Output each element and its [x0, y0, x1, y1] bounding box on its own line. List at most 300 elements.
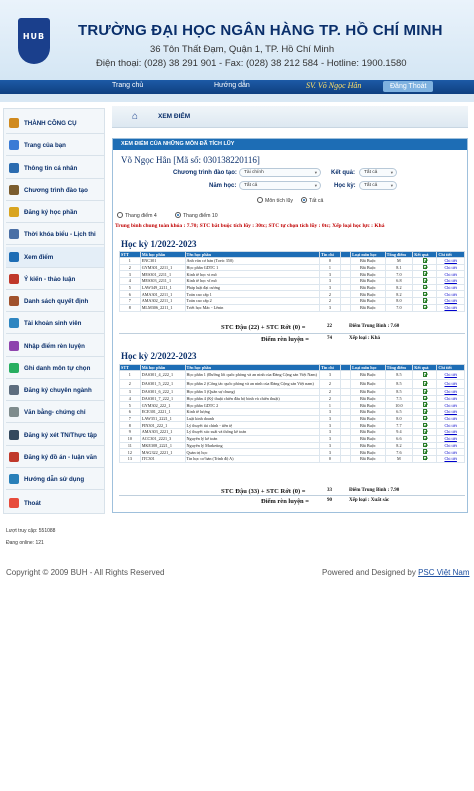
column-header[interactable]: STT — [120, 365, 141, 371]
comment-icon — [9, 274, 19, 284]
account-icon — [9, 318, 19, 328]
sidebar-item[interactable] — [6, 113, 104, 134]
table-cell: 10 — [120, 435, 141, 442]
table-cell — [340, 422, 350, 429]
table-cell: 4 — [120, 395, 141, 402]
table-cell: 8.5 — [385, 380, 413, 389]
table-cell: ECE301_2221_1 — [140, 409, 185, 416]
breadcrumb — [112, 106, 468, 128]
table-cell: 3 — [320, 449, 341, 456]
table-cell: 10.0 — [385, 402, 413, 409]
powered-by — [322, 568, 470, 577]
table-cell: AMA302_2211_1 — [140, 298, 185, 305]
student-name-label: SV. Võ Ngọc Hân — [306, 81, 362, 90]
credits-summary-value: 22 — [327, 324, 332, 329]
radio-dot — [301, 197, 307, 203]
graduation-icon — [9, 430, 19, 440]
table-cell: Triết học Mác - Lênin — [185, 304, 320, 311]
sidebar-item[interactable] — [6, 291, 104, 312]
psc-link[interactable]: PSC Việt Nam — [418, 568, 470, 577]
checkmark-icon — [423, 423, 428, 428]
detail-link[interactable]: Chi tiết — [437, 389, 465, 396]
semester-average: Điểm Trung Bình : 7.90 — [349, 488, 400, 493]
student-info: Võ Ngọc Hân [Mã số: 030138220116] — [121, 155, 260, 165]
table-cell — [340, 395, 350, 402]
document-icon — [9, 452, 19, 462]
sidebar-item[interactable] — [6, 180, 104, 201]
table-cell: Bắt Buộc — [351, 455, 386, 462]
table-cell — [340, 429, 350, 436]
sidebar-item[interactable] — [6, 135, 104, 156]
table-cell: 7.0 — [385, 271, 413, 278]
table-cell: 8.5 — [385, 389, 413, 396]
university-name: TRƯỜNG ĐẠI HỌC NGÂN HÀNG TP. HỒ CHÍ MINH — [78, 22, 443, 39]
list-icon — [9, 296, 19, 306]
detail-link[interactable]: Chi tiết — [437, 422, 465, 429]
radio-scale-4[interactable] — [117, 212, 157, 219]
checkmark-icon — [423, 305, 428, 310]
table-row — [120, 264, 465, 271]
sidebar-item[interactable] — [6, 425, 104, 446]
checkmark-icon — [423, 429, 428, 434]
table-cell: 7.5 — [385, 395, 413, 402]
table-cell: Quản trị học — [185, 449, 320, 456]
detail-link[interactable]: Chi tiết — [437, 449, 465, 456]
table-cell: 7 — [120, 298, 141, 305]
table-cell: Nguyên lý kế toán — [185, 435, 320, 442]
sidebar-item[interactable] — [6, 402, 104, 423]
column-header[interactable]: STT — [120, 252, 141, 258]
detail-link[interactable]: Chi tiết — [437, 298, 465, 305]
detail-link[interactable]: Chi tiết — [437, 271, 465, 278]
sidebar-item-label: Nhập điểm rèn luyện — [24, 343, 85, 350]
detail-link[interactable]: Chi tiết — [437, 429, 465, 436]
table-cell: Tin học cơ bản (Trình độ A) — [185, 455, 320, 462]
sidebar-item-label: Xem điểm — [24, 254, 54, 261]
user-icon — [9, 163, 19, 173]
conduct-score-label: Điểm rèn luyện = — [261, 336, 309, 343]
table-cell: 3 — [320, 422, 341, 429]
site-footer — [0, 563, 474, 583]
checkmark-icon — [423, 402, 428, 407]
table-cell: 7.7 — [385, 422, 413, 429]
table-cell: Bắt Buộc — [351, 429, 386, 436]
table-cell: Bắt Buộc — [351, 409, 386, 416]
radio-all-label: Tất cả — [309, 198, 324, 204]
table-cell: LAW351_2221_1 — [140, 415, 185, 422]
radio-scale-10[interactable] — [175, 212, 218, 219]
visits-counter-label: Lượt truy cập: — [6, 528, 38, 534]
sidebar-item-label: Văn bằng- chứng chỉ — [24, 409, 86, 416]
column-header[interactable]: Kết quả — [413, 365, 437, 371]
table-cell: Bắt Buộc — [351, 271, 386, 278]
checkmark-icon — [423, 456, 428, 461]
checkmark-icon — [423, 409, 428, 414]
sidebar-item-label: Ý kiến - thảo luận — [24, 276, 76, 283]
radio-accumulated[interactable] — [257, 197, 293, 204]
table-cell: 8.2 — [385, 284, 413, 291]
table-cell: Toán cao cấp 2 — [185, 298, 320, 305]
detail-link[interactable]: Chi tiết — [437, 415, 465, 422]
table-cell: 1 — [120, 258, 141, 265]
table-cell: Học phần 4 (Kỹ thuật chiến đấu bộ binh và chiến thuật) — [185, 395, 320, 402]
top-menu — [0, 80, 474, 94]
table-cell: ITC301 — [140, 455, 185, 462]
table-cell: 3 — [320, 435, 341, 442]
result-cell — [413, 271, 437, 278]
radio-accumulated-label: Môn tích lũy — [265, 198, 293, 204]
detail-link[interactable]: Chi tiết — [437, 304, 465, 311]
sidebar-item[interactable] — [6, 269, 104, 290]
table-cell: M — [385, 258, 413, 265]
table-cell: Bắt Buộc — [351, 298, 386, 305]
detail-link[interactable]: Chi tiết — [437, 395, 465, 402]
column-header[interactable]: Chi tiết — [437, 365, 465, 371]
radio-all[interactable] — [301, 197, 323, 204]
sidebar-item-label: Đăng ký đồ án - luận văn — [24, 454, 97, 461]
table-cell — [340, 442, 350, 449]
year-select-value: Tất cả — [244, 183, 258, 188]
university-logo[interactable] — [18, 18, 50, 64]
detail-link[interactable]: Chi tiết — [437, 278, 465, 285]
result-cell — [413, 435, 437, 442]
table-cell: DAS301_5_222_1 — [140, 380, 185, 389]
result-cell — [413, 284, 437, 291]
checkmark-icon — [423, 381, 428, 386]
table-cell: M — [385, 455, 413, 462]
table-cell: 5 — [120, 402, 141, 409]
table-cell: 2 — [320, 298, 341, 305]
result-cell — [413, 258, 437, 265]
column-header[interactable]: Mã học phần — [140, 365, 185, 371]
table-row — [120, 402, 465, 409]
table-cell: GYM302_222_1 — [140, 402, 185, 409]
table-row — [120, 395, 465, 402]
credits-summary-value: 33 — [327, 488, 332, 493]
table-row — [120, 271, 465, 278]
table-cell — [340, 455, 350, 462]
table-cell: 3 — [320, 415, 341, 422]
table-cell: 8.0 — [385, 415, 413, 422]
table-row — [120, 284, 465, 291]
table-cell: 2 — [320, 395, 341, 402]
table-cell: 1 — [320, 402, 341, 409]
sidebar-item-label: THÀNH CÔNG CỤ — [24, 120, 77, 127]
column-header[interactable]: Tên học phần — [185, 365, 320, 371]
result-cell — [413, 395, 437, 402]
result-cell — [413, 278, 437, 285]
table-cell: 8.1 — [385, 264, 413, 271]
result-cell — [413, 402, 437, 409]
result-cell — [413, 455, 437, 462]
sidebar-item[interactable] — [6, 358, 104, 379]
table-cell: Bắt Buộc — [351, 284, 386, 291]
table-cell: 7.0 — [385, 304, 413, 311]
program-label: Chương trình đào tạo: — [173, 170, 237, 176]
table-cell: 3 — [320, 271, 341, 278]
table-cell: ACC301_2221_3 — [140, 435, 185, 442]
sidebar-item-label: Thời khóa biểu - Lịch thi — [24, 231, 96, 238]
checkmark-icon — [423, 298, 428, 303]
semester-title: Học kỳ 2/2022-2023 — [121, 351, 197, 361]
copyright-text: Copyright © 2009 BUH - All Rights Reserved — [6, 568, 165, 577]
table-cell: Bắt Buộc — [351, 449, 386, 456]
table-cell: Bắt Buộc — [351, 304, 386, 311]
detail-link[interactable]: Chi tiết — [437, 258, 465, 265]
column-header[interactable]: Mã học phần — [140, 252, 185, 258]
table-cell: FIN301_222_1 — [140, 422, 185, 429]
table-cell: Bắt Buộc — [351, 291, 386, 298]
table-cell: 13 — [120, 455, 141, 462]
column-header[interactable]: Tín chỉ — [320, 252, 341, 258]
table-cell: 2 — [120, 264, 141, 271]
table-cell: Bắt Buộc — [351, 435, 386, 442]
table-row — [120, 389, 465, 396]
radio-dot — [257, 197, 263, 203]
table-row — [120, 371, 465, 380]
table-cell: MLM306_2211_1 — [140, 304, 185, 311]
exit-icon — [9, 498, 19, 508]
chevron-down-icon: ▾ — [390, 170, 393, 175]
edit-icon — [9, 341, 19, 351]
table-cell: 3 — [320, 278, 341, 285]
semester-rank: Xếp loại : Khá — [349, 336, 380, 341]
column-header[interactable]: Tổng điểm — [385, 365, 413, 371]
calendar-icon — [9, 229, 19, 239]
table-cell: 3 — [320, 371, 341, 380]
checkmark-icon — [423, 285, 428, 290]
sidebar-item[interactable] — [6, 469, 104, 490]
semester-select-value: Tất cả — [364, 183, 378, 188]
table-cell — [340, 402, 350, 409]
detail-link[interactable]: Chi tiết — [437, 409, 465, 416]
sidebar-item-label: Chương trình đào tạo — [24, 187, 88, 194]
sidebar-item[interactable] — [6, 202, 104, 223]
sidebar-item-label: Tài khoản sinh viên — [24, 320, 82, 327]
result-cell — [413, 380, 437, 389]
detail-link[interactable]: Chi tiết — [437, 435, 465, 442]
detail-link[interactable]: Chi tiết — [437, 291, 465, 298]
sidebar-item[interactable] — [6, 313, 104, 334]
table-cell — [340, 409, 350, 416]
home-icon — [9, 140, 19, 150]
checkmark-icon — [423, 449, 428, 454]
table-cell — [340, 304, 350, 311]
detail-link[interactable]: Chi tiết — [437, 371, 465, 380]
table-cell: Anh văn cơ bản (Toeic 350) — [185, 258, 320, 265]
column-header[interactable]: Chi tiết — [437, 252, 465, 258]
header-strip — [0, 94, 474, 102]
table-cell: AMA301_2211_1 — [140, 291, 185, 298]
table-cell: 3 — [120, 389, 141, 396]
detail-link[interactable]: Chi tiết — [437, 442, 465, 449]
table-cell: 8.2 — [385, 442, 413, 449]
table-cell: Luật kinh doanh — [185, 415, 320, 422]
table-cell: Bắt Buộc — [351, 389, 386, 396]
detail-link[interactable]: Chi tiết — [437, 455, 465, 462]
table-cell: Bắt Buộc — [351, 380, 386, 389]
sidebar-item[interactable] — [6, 493, 104, 514]
grades-panel — [112, 138, 468, 513]
sidebar-item[interactable] — [6, 158, 104, 179]
table-row — [120, 291, 465, 298]
table-cell: MKE308_2221_1 — [140, 442, 185, 449]
page-title: XEM ĐIỂM — [158, 113, 191, 120]
table-cell — [340, 298, 350, 305]
result-select[interactable] — [359, 168, 397, 177]
detail-link[interactable]: Chi tiết — [437, 402, 465, 409]
column-header[interactable]: Tín chỉ — [320, 365, 341, 371]
table-cell: 3 — [320, 429, 341, 436]
table-cell: DAS301_6_222_1 — [140, 389, 185, 396]
semester-average: Điểm Trung Bình : 7.60 — [349, 324, 400, 329]
program-select[interactable] — [239, 168, 321, 177]
table-cell: 4 — [120, 278, 141, 285]
table-cell: 6.6 — [385, 435, 413, 442]
sidebar-item-label: Thoát — [24, 500, 41, 507]
table-row — [120, 258, 465, 265]
chevron-down-icon: ▾ — [314, 183, 317, 188]
powered-prefix: Powered and Designed by — [322, 568, 419, 577]
checkmark-icon — [423, 396, 428, 401]
table-cell: 9.4 — [385, 429, 413, 436]
logout-button[interactable]: Đăng Thoát — [383, 81, 433, 92]
summary-divider — [119, 495, 465, 496]
table-cell — [340, 258, 350, 265]
detail-link[interactable]: Chi tiết — [437, 264, 465, 271]
column-header[interactable]: Loại môn học — [351, 365, 386, 371]
checkmark-icon — [423, 443, 428, 448]
online-counter-value: 121 — [35, 540, 44, 546]
year-select[interactable] — [239, 181, 321, 190]
result-label: Kết quả: — [331, 170, 355, 176]
table-cell: DAS301_7_222_1 — [140, 395, 185, 402]
table-cell: MES301_2211_1 — [140, 271, 185, 278]
table-cell: Bắt Buộc — [351, 264, 386, 271]
sidebar-item[interactable] — [6, 336, 104, 357]
grades-table — [119, 364, 465, 463]
table-cell: 2 — [320, 389, 341, 396]
credits-summary-label: STC Đậu (22) + STC Rớt (0) = — [221, 324, 306, 331]
table-cell: Bắt Buộc — [351, 278, 386, 285]
sidebar-item[interactable] — [6, 247, 104, 268]
column-header[interactable]: Tên học phần — [185, 252, 320, 258]
table-cell: 1 — [120, 371, 141, 380]
sidebar-item-label: Trang của bạn — [24, 142, 66, 149]
semester-select[interactable] — [359, 181, 397, 190]
checkmark-icon — [423, 278, 428, 283]
sidebar-item-label: Đăng ký xét TN/Thực tập — [24, 432, 97, 439]
sidebar-item[interactable] — [6, 224, 104, 245]
table-cell: Kinh tế học vĩ mô — [185, 278, 320, 285]
result-select-value: Tất cả — [364, 170, 378, 175]
visits-counter-value: 551088 — [38, 528, 56, 534]
detail-link[interactable]: Chi tiết — [437, 380, 465, 389]
result-cell — [413, 409, 437, 416]
checkmark-icon — [423, 416, 428, 421]
menu-guide-link[interactable]: Hướng dẫn — [214, 82, 250, 89]
column-header[interactable]: Kết quả — [413, 252, 437, 258]
table-cell: 9 — [120, 429, 141, 436]
table-cell: MES303_2211_1 — [140, 278, 185, 285]
result-cell — [413, 298, 437, 305]
table-cell: AMA303_2221_1 — [140, 429, 185, 436]
sidebar-item-label: Đăng ký chuyên ngành — [24, 387, 92, 394]
result-cell — [413, 291, 437, 298]
sidebar-item[interactable] — [6, 380, 104, 401]
online-counter-label: Đang online: — [6, 540, 35, 546]
result-cell — [413, 264, 437, 271]
table-cell: 3 — [120, 271, 141, 278]
certificate-icon — [9, 407, 19, 417]
column-header[interactable]: Tổng điểm — [385, 252, 413, 258]
detail-link[interactable]: Chi tiết — [437, 284, 465, 291]
radio-dot — [117, 212, 123, 218]
result-cell — [413, 415, 437, 422]
table-row — [120, 442, 465, 449]
table-row — [120, 449, 465, 456]
visits-counter — [6, 528, 55, 534]
credits-summary-label: STC Đậu (33) + STC Rớt (0) = — [221, 488, 306, 495]
sidebar-item-label: Ghi danh môn tự chọn — [24, 365, 91, 372]
table-row — [120, 415, 465, 422]
program-icon — [9, 185, 19, 195]
table-cell: Nguyên lý Marketing — [185, 442, 320, 449]
table-cell: ENC301 — [140, 258, 185, 265]
pencil-icon — [9, 207, 19, 217]
chevron-down-icon: ▾ — [314, 170, 317, 175]
table-cell: LAW349_2211_1 — [140, 284, 185, 291]
radio-scale-4-label: Thang điểm 4 — [125, 213, 157, 219]
result-cell — [413, 304, 437, 311]
table-cell: 6.8 — [385, 278, 413, 285]
table-cell: Bắt Buộc — [351, 258, 386, 265]
table-cell: 1 — [320, 264, 341, 271]
table-cell: Bắt Buộc — [351, 422, 386, 429]
menu-home-link[interactable]: Trang chủ — [112, 82, 144, 89]
table-cell: 6 — [120, 409, 141, 416]
home-icon[interactable]: ⌂ — [132, 111, 139, 122]
checkmark-icon — [423, 271, 428, 276]
panel-title: XEM ĐIỂM CỦA NHỮNG MÔN ĐÃ TÍCH LŨY — [113, 139, 467, 150]
conduct-score-value: 74 — [327, 336, 332, 341]
table-row — [120, 298, 465, 305]
table-cell: 0 — [320, 455, 341, 462]
grades-table — [119, 251, 465, 312]
table-cell: 8.0 — [385, 298, 413, 305]
overall-summary: Trung bình chung toàn khóa : 7.70; STC bắt buộc tích lũy : 30tc; STC tự chọn tích lũy : 0tc; Xếp loại học lực : Khá — [115, 223, 385, 229]
column-header[interactable]: Loại môn học — [351, 252, 386, 258]
table-cell: 6 — [120, 291, 141, 298]
table-cell: 8 — [120, 304, 141, 311]
table-cell: Bắt Buộc — [351, 415, 386, 422]
table-cell: 8.5 — [385, 371, 413, 380]
checkmark-icon — [423, 292, 428, 297]
sidebar-item[interactable] — [6, 447, 104, 468]
people-icon — [9, 385, 19, 395]
table-cell: 0 — [320, 258, 341, 265]
table-cell — [340, 284, 350, 291]
table-cell — [340, 278, 350, 285]
table-cell — [340, 389, 350, 396]
table-cell: Bắt Buộc — [351, 402, 386, 409]
checkmark-icon — [423, 436, 428, 441]
checkmark-icon — [423, 372, 428, 377]
summary-divider — [119, 333, 465, 334]
table-cell: GYM301_2211_1 — [140, 264, 185, 271]
table-cell: 2 — [320, 380, 341, 389]
table-cell: Học phần GDTC 1 — [185, 264, 320, 271]
